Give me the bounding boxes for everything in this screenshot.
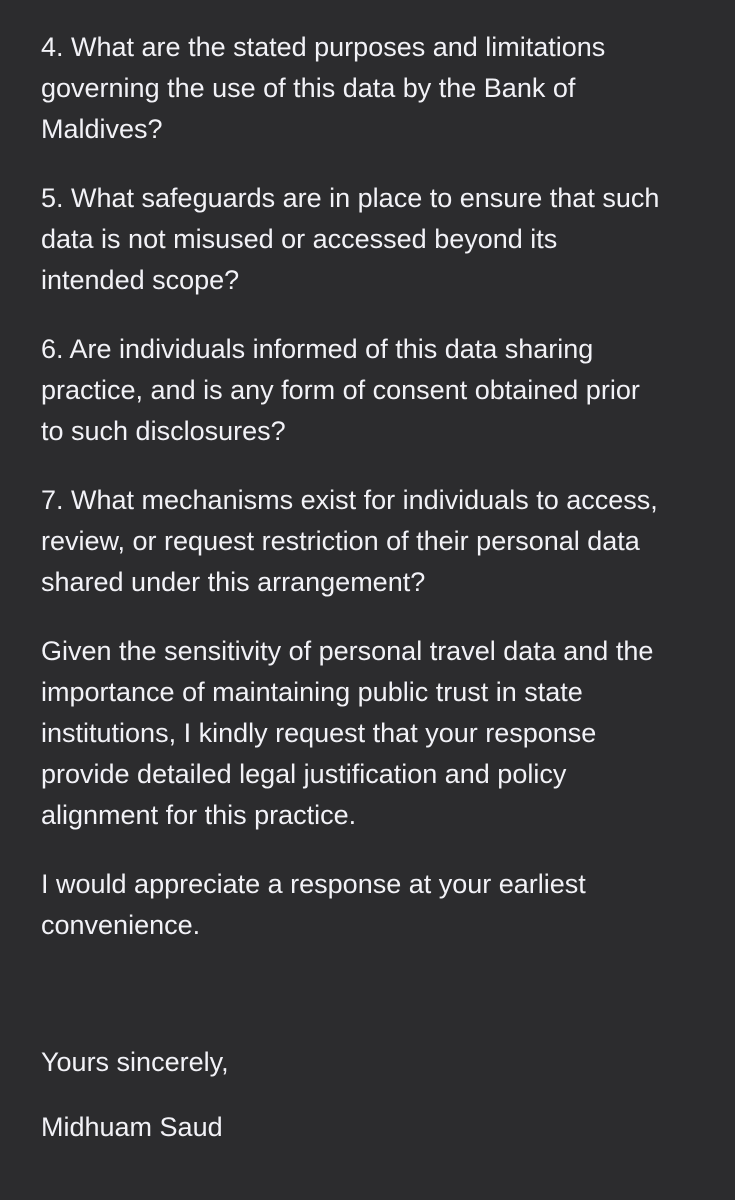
question-4: 4. What are the stated purposes and limitations governing the use of this data by the Bank of Maldives? <box>41 32 606 144</box>
question-6: 6. Are individuals informed of this data sharing practice, and is any form of consent obtained prior to such disclosures? <box>41 334 640 446</box>
request-paragraph: Given the sensitivity of personal travel data and the importance of maintaining public trust in state institutions, I kindly request that your response provide detailed legal justification and policy alignment for this practice. <box>41 636 654 830</box>
question-5: 5. What safeguards are in place to ensure that such data is not misused or accessed beyond its intended scope? <box>41 183 660 295</box>
question-7: 7. What mechanisms exist for individuals to access, review, or request restriction of their personal data shared under this arrangement? <box>41 485 658 597</box>
appreciation-paragraph: I would appreciate a response at your earliest convenience. <box>41 869 586 940</box>
signature-name: Midhuam Saud <box>41 1112 223 1142</box>
signoff: Yours sincerely, <box>41 1047 229 1077</box>
